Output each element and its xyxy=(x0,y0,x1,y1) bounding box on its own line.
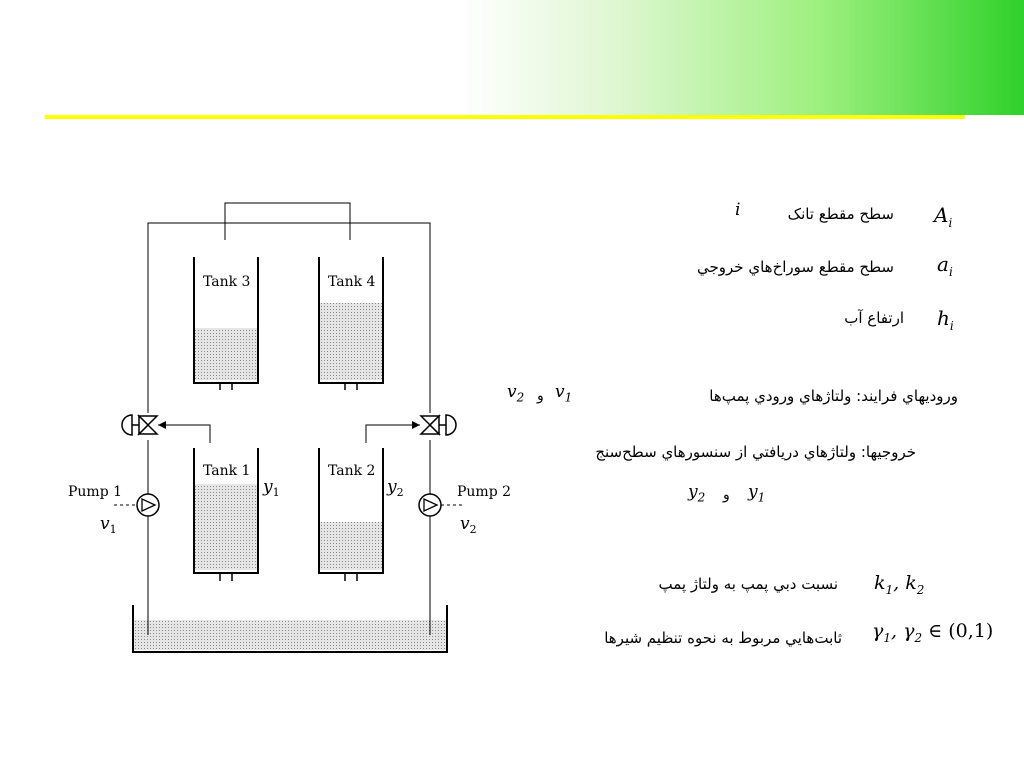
quadruple-tank-diagram xyxy=(60,195,512,660)
valve-constants-symbol: $\gamma_1$, $\gamma_2$ ∈ (0,1) xyxy=(872,620,994,645)
pump-1 xyxy=(68,484,159,536)
valve-2 xyxy=(421,415,456,435)
v2-label: $v_2$ xyxy=(460,514,477,536)
v1-label: $v_1$ xyxy=(100,514,117,536)
valve-constants-text: ثابت‌هايي مربوط به نحوه تنظيم شيرها xyxy=(604,629,842,647)
reservoir-water xyxy=(133,620,447,650)
tank-4-label: Tank 4 xyxy=(328,274,376,290)
tank-3 xyxy=(194,257,258,390)
inputs-text: وروديهاي فرايند: ولتاژهاي ورودي پمپ‌ها xyxy=(709,387,958,405)
water-level-text: ارتفاع آب xyxy=(844,309,904,327)
pump-ratio-symbol: $k_1$, $k_2$ xyxy=(874,572,925,597)
outlet-area-symbol: $a_i$ xyxy=(937,252,953,279)
pump-ratio-text: نسبت دبي پمپ به ولتاژ پمپ xyxy=(658,575,838,593)
tank-index: i xyxy=(735,200,741,220)
outputs-text: خروجيها: ولتاژهاي دريافتي از سنسورهاي سطح‌سنج xyxy=(595,443,916,461)
tank-3-label: Tank 3 xyxy=(203,274,251,290)
tank-1 xyxy=(194,448,258,581)
inputs-v2: $v_2$ xyxy=(507,382,525,405)
inputs-v1: $v_1$ xyxy=(555,382,573,405)
y1-label: $y_1$ xyxy=(263,477,280,499)
outputs-y1: $y_1$ xyxy=(748,482,766,505)
pump-2 xyxy=(419,484,511,536)
tank-area-text: سطح مقطع تانک xyxy=(787,205,894,223)
tank-1-label: Tank 1 xyxy=(203,463,251,479)
outlet-area-text: سطح مقطع سوراخ‌هاي خروجي xyxy=(697,258,894,276)
tank-2 xyxy=(319,448,383,581)
water-level-symbol: $h_i$ xyxy=(937,306,954,333)
outputs-and: و xyxy=(723,487,730,503)
outputs-y2: $y_2$ xyxy=(688,482,706,505)
inputs-and: و xyxy=(537,388,544,404)
pump-2-label: Pump 2 xyxy=(457,484,512,500)
header-gradient xyxy=(0,0,1024,115)
y2-label: $y_2$ xyxy=(387,477,404,499)
pipe-valve2-to-tank2 xyxy=(366,425,420,443)
tank-2-label: Tank 2 xyxy=(328,463,376,479)
tank-4 xyxy=(319,257,383,390)
valve-1 xyxy=(122,415,157,435)
pump-1-label: Pump 1 xyxy=(68,484,123,500)
header-rule xyxy=(45,115,965,119)
tank-area-symbol: $A_i$ xyxy=(934,203,953,230)
